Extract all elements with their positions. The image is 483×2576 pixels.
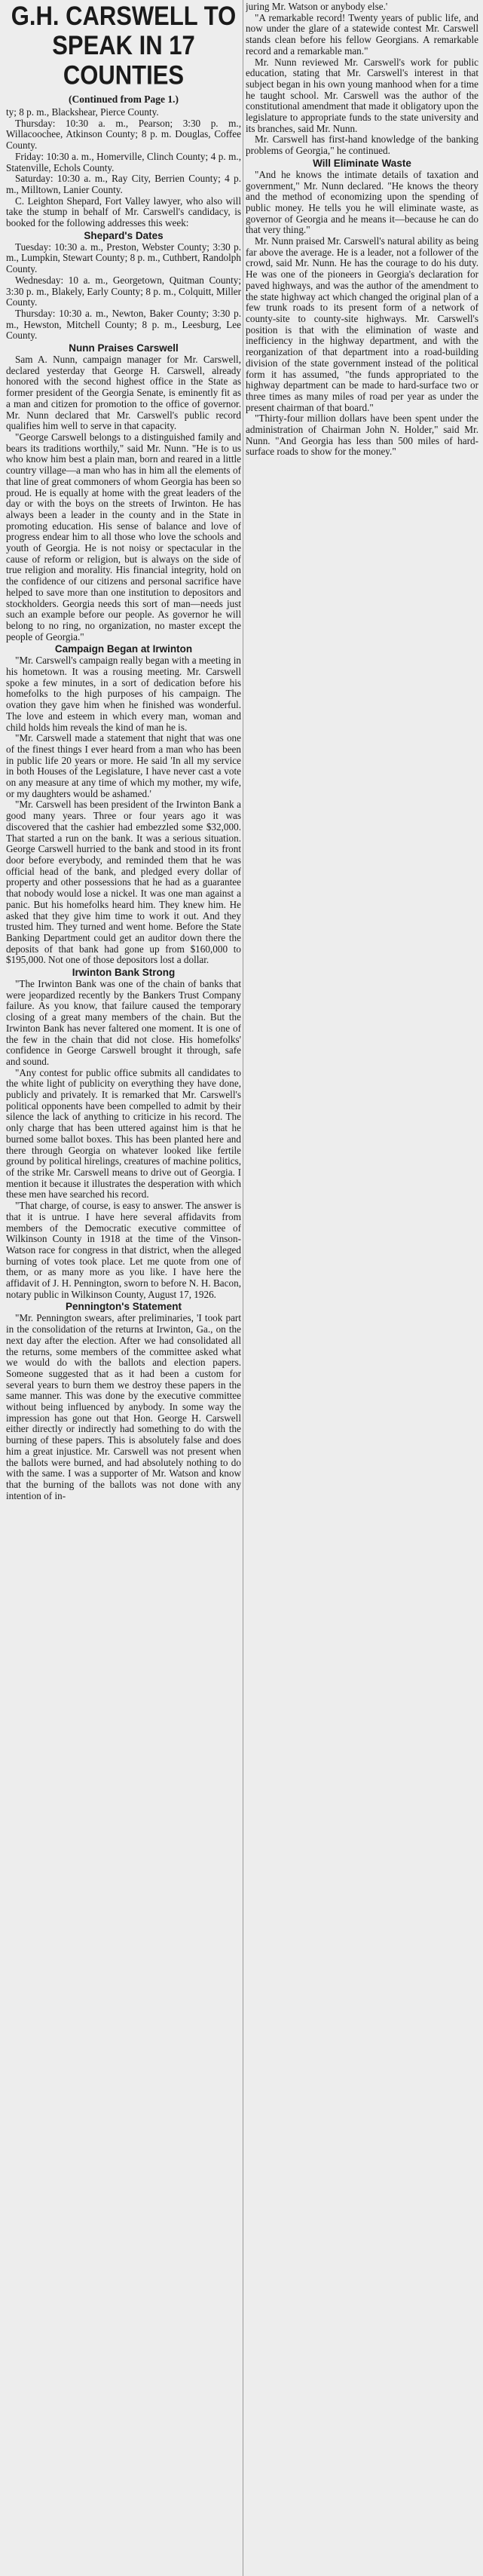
article-paragraph: "George Carswell belongs to a distinguished family and bears its traditions worthily," said Mr. Nunn. "He is to us who know him best a plain man, born and reared in a little country village—a man who has in him all the elements of that line of great commoners of whom Georgia has been so proud. He is equally at home with the great leaders of the day or with the boys on the streets of Irwinton. He has always been a leader in the county and in the State in promoting education. His sense of balance and love of progress endear him to all those who love the schools and youth of Georgia. He is not noisy or spectacular in the cause of reform or religion, but is always on the side of true religion and morality. His financial integrity, hold on the confidence of our citizens and personal sacrifice have helped to save more than one institution to depositors and stockholders. Georgia needs this sort of man—needs just such an example before our people. As governor he will belong to no ring, no organization, no master except the people of Georgia." [6,431,241,642]
article-paragraph: "Mr. Pennington swears, after preliminaries, 'I took part in the consolidation of the returns at Irwinton, Ga., on the next day after the election. After we had consolidated all the returns, some members of the committee asked what we would do with the ballots and election papers. Someone suggested that as it had been a custom for several years to burn them we destroy these papers in the same manner. This was done by the executive committee without being influenced by anybody. In some way the impression has gone out that Hon. George H. Carswell either directly or indirectly had something to do with the burning of these papers. This is absolutely false and does him a great injustice. Mr. Carswell was not present when the ballots were burned, and had absolutely nothing to do with the same. I was a supporter of Mr. Watson and know that the burning of the ballots was not done with any intention of in- [6,1312,241,1501]
article-paragraph: Saturday: 10:30 a. m., Ray City, Berrien County; 4 p. m., Milltown, Lanier County. [6,173,241,195]
article-paragraph: "Thirty-four million dollars have been spent under the administration of Chairman John N. Holder," said Mr. Nunn. "And Georgia has less than 500 miles of hard-surface roads to show for the money." [246,412,478,458]
headline-line-3: COUNTIES [63,60,185,90]
right-column [246,2,478,2573]
article-paragraph: "A remarkable record! Twenty years of public life, and now under the glare of a statewide contest Mr. Carswell stands clean before his fellow Georgians. A remarkable record and a remarkable man." [246,11,478,57]
article-paragraph: Wednesday: 10 a. m., Georgetown, Quitman County; 3:30 p. m., Blakely, Early County; 8 p. m., Colquitt, Miller County. [6,274,241,308]
subheading: Irwinton Bank Strong [72,967,176,979]
article-paragraph: juring Mr. Watson or anybody else.' [246,2,388,12]
left-column [6,94,241,2571]
article-paragraph: Thursday: 10:30 a. m., Pearson; 3:30 p. m., Willacoochee, Atkinson County; 8 p. m. Douglas, Coffee County. [6,117,241,152]
article-paragraph: Sam A. Nunn, campaign manager for Mr. Carswell, declared yesterday that George H. Carswell, already honored with the second highest office in the State as former president of the Georgia Senate, is eminently fit as a man and citizen for promotion to the office of governor. Mr. Nunn declared that Mr. Carswell's public record qualifies him well to serve in that capacity. [6,354,241,432]
article-paragraph: "Mr. Carswell made a statement that night that was one of the finest things I ever heard from a man who has been in public life 20 years or more. He said 'In all my service in both Houses of the Legislature, I have never cast a vote on any measure at any time of which my mother, my wife, or my daughters would be ashamed.' [6,732,241,799]
article-paragraph: Friday: 10:30 a. m., Homerville, Clinch County; 4 p. m., Statenville, Echols County. [6,150,241,173]
subheading: Pennington's Statement [66,1301,182,1313]
article-paragraph: "Mr. Carswell has been president of the Irwinton Bank a good many years. Three or four years ago it was discovered that the cashier had embezzled some $32,000. That started a run on the bank. It was a serious situation. George Carswell hurried to the bank and stood in its front door before everybody, and reminded them that he was official head of the bank, and pledged every dollar of property and other possessions that he had as a guarantee that nobody would lose a nickel. It was one man against a panic. But his homefolks heard him. They knew him. He asked that they give him time to work it out. And they trusted him. They turned and went home. Before the State Banking Department could get an auditor down there the deposits of that bank had gone up from $160,000 to $195,000. Not one of those depositors lost a dollar. [6,799,241,966]
headline [8,2,240,90]
continued-note: (Continued from Page 1.) [69,94,179,105]
article-paragraph: C. Leighton Shepard, Fort Valley lawyer, who also will take the stump in behalf of Mr. Carswell's candidacy, is booked for the following addresses this week: [6,195,241,229]
article-paragraph: "And he knows the intimate details of taxation and government," Mr. Nunn declared. "He knows the theory and the method of economizing upon the spending of public money. He tells you he will eliminate waste, as governor of Georgia and he means it—because he can do that very thing." [246,168,478,236]
article-paragraph: Mr. Nunn reviewed Mr. Carswell's work for public education, stating that Mr. Carswell's interest in that subject began in his own young manhood when for a time he taught school. Mr. Carswell was the author of the constitutional amendment that made it obligatory upon the legislature to appropriate funds to the state university and its branches, said Mr. Nunn. [246,56,478,134]
article-paragraph: Mr. Carswell has first-hand knowledge of the banking problems of Georgia," he continued. [246,133,478,157]
subheading: Nunn Praises Carswell [69,342,179,354]
article-paragraph: "Any contest for public office submits all candidates to the white light of publicity on everything they have done, publicly and privately. It is remarked that Mr. Carswell's political opponents have been compelled to admit by their silence the lack of anything to criticize in his record. The only charge that has been uttered against him is that he burned some ballot boxes. This has been planted here and there through Georgia on whatever looked like fertile ground by political hirelings, creatures of machine politics, of the strike Mr. Carswell means to drive out of Georgia. I mention it because it illustrates the desperation with which these men have searched his record. [6,1066,241,1201]
article-paragraph: "That charge, of course, is easy to answer. The answer is that it is untrue. I have here several affidavits from members of the Democratic executive committee of Wilkinson County in 1918 at the time of the Vinson-Watson race for congress in that district, when the alleged burning of votes took place. Let me quote from one of them, or as many more as you like. I have here the affidavit of J. H. Pennington, sworn to before N. H. Bacon, notary public in Wilkinson County, August 17, 1926. [6,1200,241,1300]
subheading: Shepard's Dates [84,229,164,241]
article-paragraph: "The Irwinton Bank was one of the chain of banks that were jeopardized recently by the Bankers Trust Company failure. As you know, that failure caused the temporary closing of a great many members of the chain. But the Irwinton Bank has never faltered one moment. It is one of the few in the chain that did not close. His homefolks' confidence in George Carswell brought it through, safe and sound. [6,978,241,1067]
article-paragraph: Mr. Nunn praised Mr. Carswell's natural ability as being far above the average. He is a leader, not a follower of the crowd, said Mr. Nunn. He has the courage to do his duty. He was one of the pioneers in Georgia's declaration for paved highways, and was the author of the amendment to the state highway act which changed the original plan of a few trunk roads to its present form of a network of county-site to county-site highways. Mr. Carswell's position is that with the elimination of waste and inefficiency in the highway department, and with the reorganization of that department into a road-building division of the state government instead of the political form it has assumed, "the funds appropriated to the highway department can be made to hard-surface two or three times as many miles of road per year as under the present chairman of that board." [246,235,478,413]
headline-line-1: G.H. CARSWELL TO [11,0,237,32]
article-paragraph: Tuesday: 10:30 a. m., Preston, Webster County; 3:30 p. m., Lumpkin, Stewart County; 8 p. m., Cuthbert, Randolph County. [6,241,241,275]
headline-line-2: SPEAK IN 17 [52,29,195,61]
article-paragraph: Thursday: 10:30 a. m., Newton, Baker County; 3:30 p. m., Hewston, Mitchell County; 8 p. m., Leesburg, Lee County. [6,307,241,342]
subheading: Will Eliminate Waste [313,157,411,169]
article-paragraph: ty; 8 p. m., Blackshear, Pierce County. [6,106,159,118]
article-paragraph: "Mr. Carswell's campaign really began with a meeting in his hometown. It was a rousing meeting. Mr. Carswell spoke a few minutes, in a sort of dedication before his homefolks to the high purposes of his campaign. The ovation they gave him when he finished was wonderful. The love and esteem in which every man, woman and child holds him reveals the kind of man he is. [6,655,241,733]
subheading: Campaign Began at Irwinton [54,643,193,655]
